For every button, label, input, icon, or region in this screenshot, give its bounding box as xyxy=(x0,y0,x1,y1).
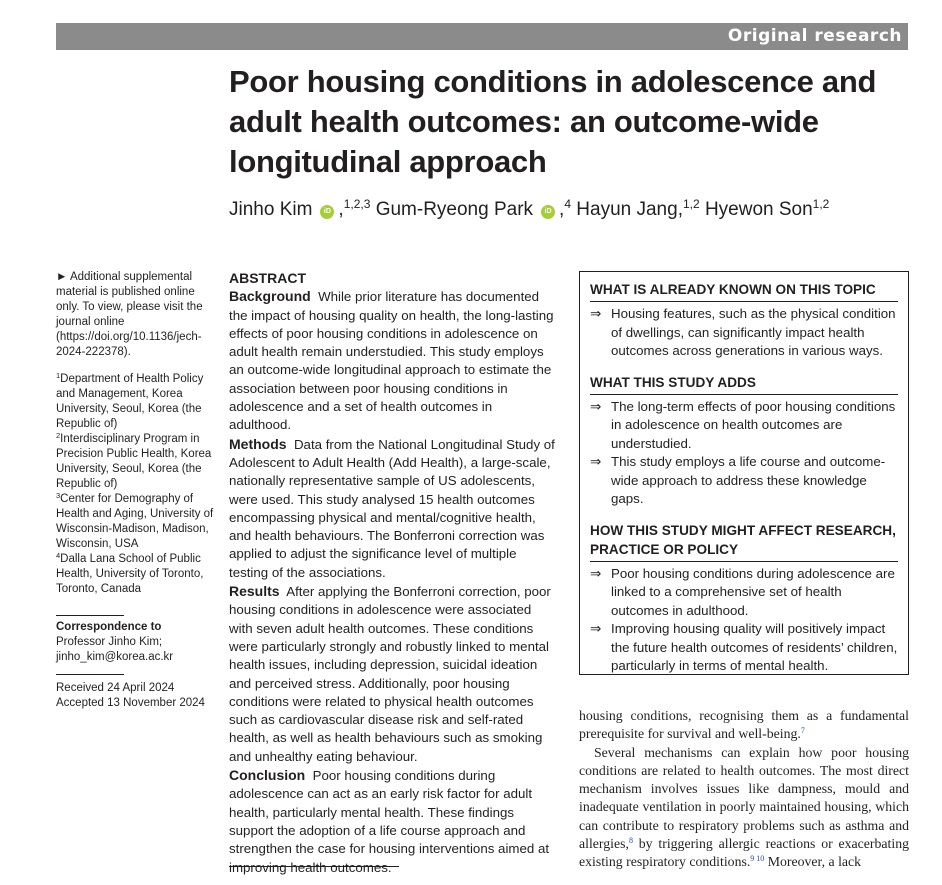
arrow-icon: ⇒ xyxy=(590,565,602,581)
affiliation-item: $^2$Interdisciplinary Program in Precision Public Health, Korea University, Seoul, Korea (the Republic of) xyxy=(56,431,212,490)
arrow-icon: ⇒ xyxy=(590,454,602,469)
supplemental-note[interactable]: ► Additional supplemental material is published online only. To view, please visit the journal online (https://doi.org/10.1136/jech-2024-222378). xyxy=(56,271,203,358)
arrow-icon: ⇒ xyxy=(590,621,602,636)
correspondence-title: Correspondence to xyxy=(56,621,162,633)
sidebar-divider xyxy=(56,674,124,675)
reference-link[interactable]: 8 xyxy=(628,836,633,846)
article-title: Poor housing conditions in adolescence and adult health outcomes: an outcome-wide longitudinal approach xyxy=(229,64,877,179)
affiliation-item: $^4$Dalla Lana School of Public Health, University of Toronto, Toronto, Canada xyxy=(56,551,204,595)
box-item: ⇒ Improving housing quality will positively impact the future health outcomes of residents’ children, particularly in terms of mental health. xyxy=(590,620,898,676)
correspondence-name: Professor Jinho Kim; xyxy=(56,636,163,648)
key-messages-box xyxy=(579,271,909,675)
affiliation-item: $^1$Department of Health Policy and Management, Korea University, Seoul, Korea (the Republic of) xyxy=(56,371,204,430)
body-paragraph: housing conditions, recognising them as a fundamental prerequisite for survival and well-being.$^7$ xyxy=(579,708,909,742)
arrow-icon: ⇒ xyxy=(590,306,602,321)
affiliation-item: $^3$Center for Demography of Health and Aging, University of Wisconsin-Madison, Madison, Wisconsin, USA xyxy=(56,491,214,550)
body-paragraph: Several mechanisms can explain how poor housing conditions are related to health outcomes. The most direct mechanism involves issues like dampness, mould and inadequate ventilation in poorly maintained housing, which can contribute to respiratory problems such as asthma and allergies,$^8$ by triggering allergic reactions or exacerbating existing respiratory conditions.$^{9 10}$ Moreover, a lack xyxy=(579,744,909,870)
author-name[interactable]: Hyewon Son xyxy=(704,199,813,220)
author-name[interactable]: Jinho Kim xyxy=(229,199,313,220)
orcid-icon[interactable]: iD xyxy=(320,205,334,219)
box-section-known xyxy=(590,280,898,361)
received-date: Received 24 April 2024 xyxy=(56,682,175,694)
author-name[interactable]: Hayun Jang xyxy=(576,199,678,220)
author-affiliation-sup: 1,2 xyxy=(682,197,700,211)
abstract-divider xyxy=(229,866,399,867)
abstract-methods: Methods Data from the National Longitudinal Study of Adolescent to Adult Health (Add Health), a large-scale, nationally representative sample of US adolescents, were used. This study analysed 15 health outcomes encompassing physical and mental/cognitive health, and health behaviours. The Bonferroni correction was applied to adjust the significance level of multiple testing of the associations. xyxy=(229,435,555,580)
article-body xyxy=(579,707,909,872)
abstract-results: Results After applying the Bonferroni correction, poor housing conditions in adolescence were associated with seven adult health outcomes. These conditions were particularly strongly and robustly linked to mental health issues, including depression, suicidal ideation and perceived stress. Additionally, poor housing conditions were related to physical health outcomes such as cardiovascular disease risk and self-rated health, as well as health behaviours such as smoking and unhealthy eating behaviour. xyxy=(229,583,551,764)
article-sidebar xyxy=(56,270,214,711)
sidebar-divider xyxy=(56,615,124,616)
orcid-icon[interactable]: iD xyxy=(541,205,555,219)
author-name[interactable]: Gum-Ryeong Park xyxy=(375,199,534,220)
author-affiliation-sup: 4 xyxy=(564,197,571,211)
abstract-heading: ABSTRACT xyxy=(229,270,306,286)
box-section-adds xyxy=(590,373,898,509)
accepted-date: Accepted 13 November 2024 xyxy=(56,697,205,709)
section-header-bar xyxy=(56,23,908,50)
box-item: ⇒ This study employs a life course and outcome-wide approach to address these knowledge gaps. xyxy=(590,453,898,509)
article-dates xyxy=(56,681,214,711)
box-item: ⇒ Housing features, such as the physical condition of dwellings, can significantly impact health outcomes across generations in various ways. xyxy=(590,305,898,361)
box-section-impact xyxy=(590,521,898,676)
article-type-label: Original research xyxy=(727,26,902,46)
abstract-conclusion: Conclusion Poor housing conditions during adolescence can act as an early risk factor for adult health, particularly mental health. These findings support the adoption of a life course approach and strengthen the case for housing interventions aimed at improving health outcomes. xyxy=(229,767,550,875)
reference-link[interactable]: 9 10 xyxy=(750,854,765,864)
abstract xyxy=(229,269,557,877)
abstract-background: Background While prior literature has documented the impact of housing quality on health, the long-lasting effects of poor housing conditions in adolescence on adult health remain understudied. This study employs an outcome-wide longitudinal approach to estimate the association between poor housing conditions in adolescence and a set of health outcomes in adulthood. xyxy=(229,288,554,433)
box-section-title: WHAT IS ALREADY KNOWN ON THIS TOPIC xyxy=(590,280,898,302)
author-affiliation-sup: 1,2,3 xyxy=(343,197,371,211)
box-item: ⇒ The long-term effects of poor housing conditions in adolescence on health outcomes are understudied. xyxy=(590,398,898,454)
box-section-title: HOW THIS STUDY MIGHT AFFECT RESEARCH, PRACTICE OR POLICY xyxy=(590,521,898,562)
reference-link[interactable]: 7 xyxy=(800,726,805,736)
correspondence-email[interactable]: jinho_kim@korea.ac.kr xyxy=(56,651,174,663)
arrow-icon: ⇒ xyxy=(590,398,602,414)
author-affiliation-sup: 1,2 xyxy=(812,197,830,211)
author-list: Jinho Kim iD ,$^{1,2,3}$ Gum-Ryeong Park iD ,$^4$ Hayun Jang,$^{1,2}$ Hyewon Son$^{1,2}$ xyxy=(229,197,830,220)
box-item: ⇒ Poor housing conditions during adolescence are linked to a comprehensive set of health outcomes in adulthood. xyxy=(590,565,898,621)
box-section-title: WHAT THIS STUDY ADDS xyxy=(590,373,898,395)
